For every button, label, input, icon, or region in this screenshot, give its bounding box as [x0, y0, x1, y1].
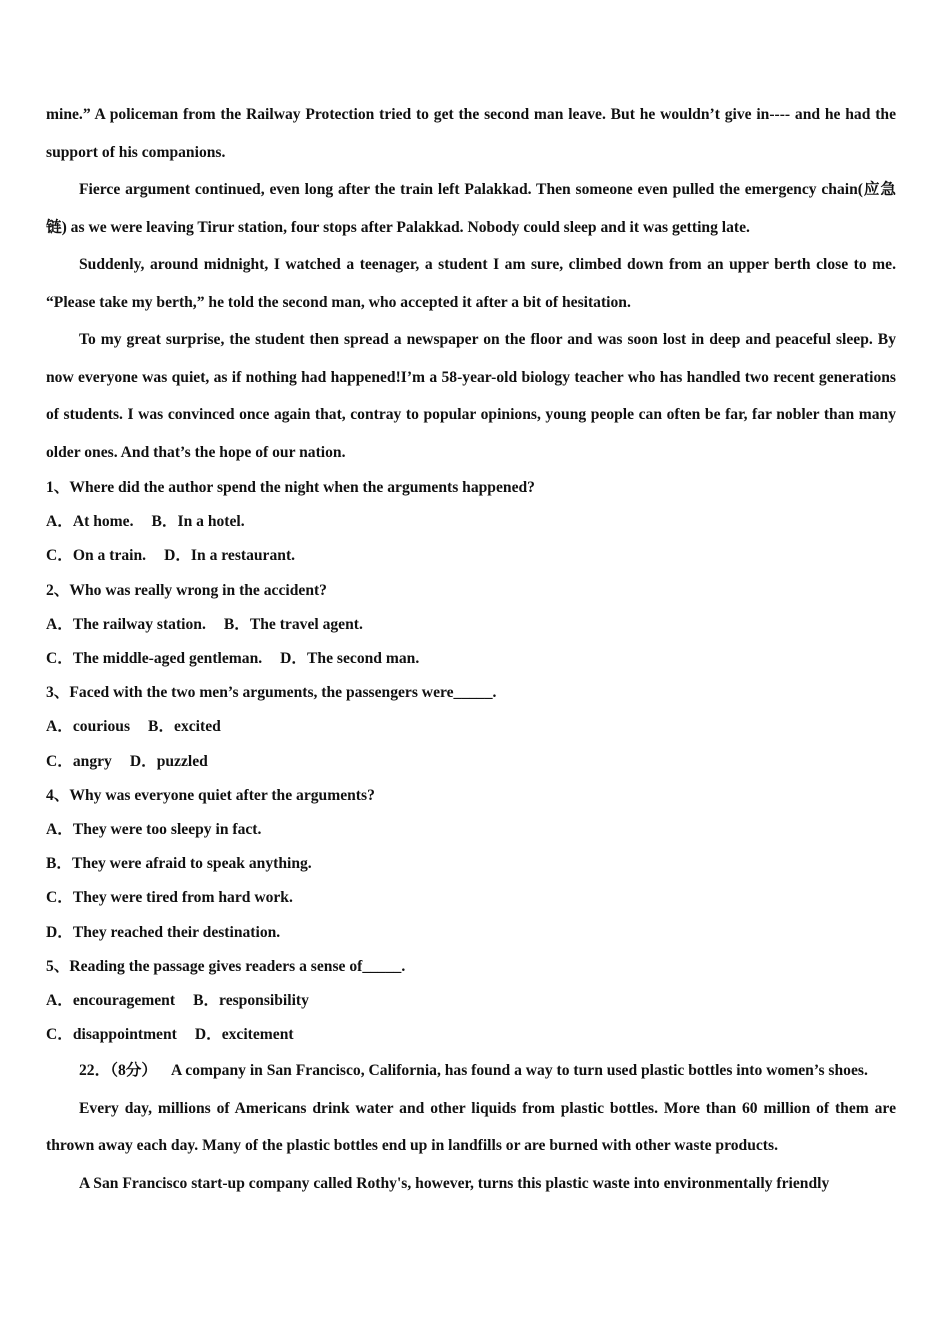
section-intro-text: A company in San Francisco, California, has found a way to turn used plastic bottles into women’s shoes. — [170, 1062, 868, 1080]
option-c: C．The middle-aged gentleman. — [46, 650, 263, 668]
option-row — [46, 505, 896, 539]
option-row — [46, 642, 896, 676]
question-stem: 3、Faced with the two men’s arguments, the passengers were_____. — [46, 684, 497, 702]
option-d: D．The second man. — [280, 650, 420, 668]
option-row — [46, 984, 896, 1018]
option-a: A．courious — [46, 718, 131, 736]
option-b: B．In a hotel. — [151, 513, 245, 531]
option-row — [46, 710, 896, 744]
option-a: A．The railway station. — [46, 615, 206, 633]
passage-paragraph: Every day, millions of Americans drink water and other liquids from plastic bottles. More than 60 million of them are thrown away each day. Many of the plastic bottles end up in landfills or are burned with other waste products. — [46, 1099, 896, 1155]
question-stem: 1、Where did the author spend the night when the arguments happened? — [46, 479, 535, 496]
option-c: C．On a train. — [46, 547, 147, 565]
option-row — [46, 539, 896, 573]
option-row — [46, 1018, 896, 1052]
option-a: A．At home. — [46, 513, 134, 531]
option-b: B．They were afraid to speak anything. — [46, 855, 312, 873]
question-stem: 2、Who was really wrong in the accident? — [46, 581, 327, 599]
option-c: C．angry — [46, 752, 112, 770]
option-b: B．excited — [148, 718, 221, 736]
option-b: B．responsibility — [193, 992, 309, 1010]
option-a: A．encouragement — [46, 992, 176, 1010]
option-b: B．The travel agent. — [223, 615, 363, 633]
option-a: A．They were too sleepy in fact. — [46, 821, 262, 839]
option-row — [46, 745, 896, 779]
question-stem: 5、Reading the passage gives readers a sense of_____. — [46, 957, 406, 975]
option-d: D．puzzled — [129, 752, 208, 770]
option-d: D．They reached their destination. — [46, 923, 281, 941]
passage-paragraph: mine.” A policeman from the Railway Protection tried to get the second man leave. But he wouldn’t give in---- and he had the support of his companions. — [46, 106, 896, 161]
passage-paragraph: To my great surprise, the student then spread a newspaper on the floor and was soon lost in deep and peaceful sleep. By now everyone was quiet, as if nothing had happened!I’m a 58-year-old biology teacher who has handled two recent generations of students. I was convinced once again that, contray to popular opinions, young people can often be far, far nobler than many older ones. And that’s the hope of our nation. — [46, 331, 896, 461]
passage-paragraph: A San Francisco start-up company called Rothy's, however, turns this plastic waste into environmentally friendly — [79, 1174, 830, 1192]
section-22-intro — [46, 1052, 896, 1090]
passage-paragraph: Suddenly, around midnight, I watched a teenager, a student I am sure, climbed down from an upper berth close to me. “Please take my berth,” he told the second man, who accepted it after a bit of hesitation. — [46, 256, 896, 311]
option-d: D．In a restaurant. — [164, 547, 296, 565]
option-row — [46, 608, 896, 642]
passage-paragraph: Fierce argument continued, even long after the train left Palakkad. Then someone even pulled the emergency chain(应急链) as we were leaving Tirur station, four stops after Palakkad. Nobody could sleep and it was getting late. — [46, 181, 896, 236]
question-stem: 4、Why was everyone quiet after the arguments? — [46, 786, 375, 804]
option-c: C．disappointment — [46, 1026, 177, 1044]
document-page — [46, 96, 896, 1202]
section-number: 22．（8分） — [79, 1062, 157, 1080]
option-c: C．They were tired from hard work. — [46, 889, 293, 907]
option-d: D．excitement — [194, 1026, 294, 1044]
